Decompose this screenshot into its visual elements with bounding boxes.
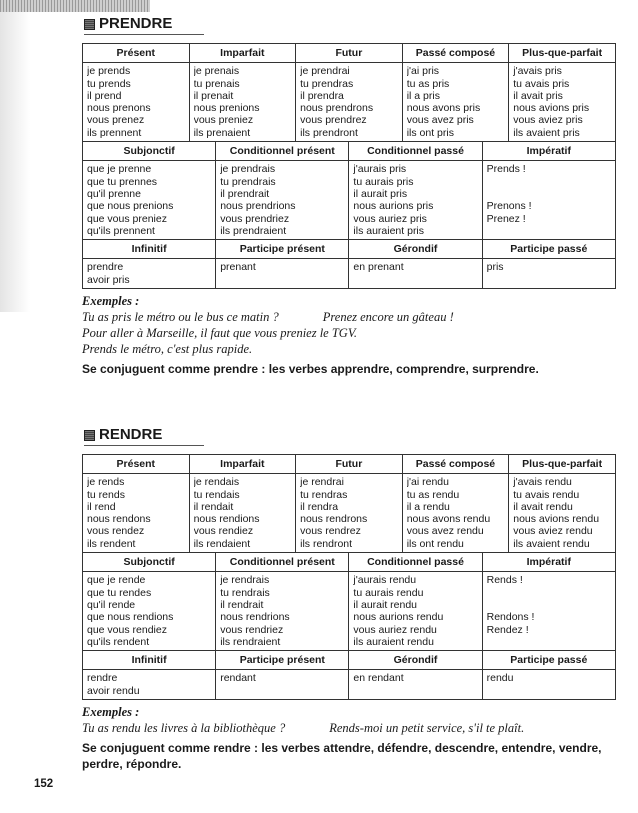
tense-header: Participe passé bbox=[482, 651, 615, 670]
example-line bbox=[82, 341, 616, 357]
tense-cell bbox=[296, 63, 403, 142]
conjugation-form bbox=[487, 225, 611, 237]
conjugation-form: rendre bbox=[87, 672, 118, 685]
example-sentence: Prenez encore un gâteau ! bbox=[322, 310, 454, 325]
conjugation-form: nous avions rendu bbox=[513, 513, 600, 526]
conjugation-form: il rendait bbox=[193, 500, 234, 513]
conjugation-form: vous aviez rendu bbox=[513, 525, 593, 538]
conjugation-form: nous rendrions bbox=[220, 611, 290, 624]
conjugation-form: tu prendrais bbox=[220, 175, 276, 188]
conjugation-form: ils prenaient bbox=[193, 126, 251, 139]
conjugation-form: que je prenne bbox=[87, 163, 152, 176]
tense-header: Subjonctif bbox=[83, 553, 216, 572]
conjugation-form: nous aurions rendu bbox=[353, 611, 444, 624]
conjugation-form: nous avons rendu bbox=[406, 513, 491, 526]
tense-cell bbox=[349, 161, 482, 240]
conjugation-form: il rendrait bbox=[220, 598, 264, 611]
conjugation-form: ils ont rendu bbox=[406, 537, 464, 550]
conjugation-form: tu prenais bbox=[193, 77, 240, 90]
tense-cell bbox=[509, 474, 616, 553]
example-sentence: Prends le métro, c'est plus rapide. bbox=[82, 342, 253, 357]
tense-header: Imparfait bbox=[189, 455, 296, 474]
conjugation-form: vous auriez pris bbox=[353, 212, 427, 225]
similar-verbs-note: Se conjuguent comme rendre : les verbes attendre, défendre, descendre, entendre, vendre, perdre, répondre. bbox=[82, 741, 602, 772]
conjugation-form: prendre bbox=[87, 261, 124, 274]
verb-section-prendre bbox=[82, 14, 616, 377]
tense-cell bbox=[83, 63, 190, 142]
conjugation-form: prenant bbox=[220, 261, 256, 274]
conjugation-form: il aurait pris bbox=[353, 187, 408, 200]
verb-title-text: RENDRE bbox=[99, 426, 163, 443]
tense-header: Présent bbox=[83, 455, 190, 474]
conjugation-form bbox=[487, 176, 611, 188]
conjugation-form: Prenons ! bbox=[486, 200, 532, 213]
conjugation-form: ils rendraient bbox=[220, 635, 281, 648]
conjugation-form: il a pris bbox=[406, 89, 440, 102]
tense-header: Futur bbox=[296, 44, 403, 63]
conjugation-form: ils ont pris bbox=[406, 126, 454, 139]
conjugation-form: ils rendaient bbox=[193, 537, 251, 550]
conjugation-form bbox=[487, 636, 611, 648]
conjugation-form: vous rendriez bbox=[220, 623, 284, 636]
example-sentence: Tu as rendu les livres à la bibliothèque ? bbox=[82, 721, 286, 736]
tense-header: Impératif bbox=[482, 142, 615, 161]
tense-header: Gérondif bbox=[349, 651, 482, 670]
conjugation-form: il rend bbox=[87, 500, 116, 513]
conjugation-table bbox=[82, 454, 616, 700]
tense-cell bbox=[83, 572, 216, 651]
conjugation-form: nous prendrions bbox=[220, 200, 296, 213]
conjugation-form: je prendrais bbox=[220, 163, 276, 176]
tense-header: Infinitif bbox=[83, 651, 216, 670]
conjugation-form: vous prendriez bbox=[220, 212, 290, 225]
examples-block bbox=[82, 293, 616, 357]
square-bullet-icon bbox=[84, 430, 95, 441]
conjugation-form: j'aurais rendu bbox=[353, 574, 417, 587]
conjugation-form: nous prenions bbox=[193, 102, 260, 115]
examples-heading: Exemples : bbox=[82, 705, 140, 720]
conjugation-form: tu prendras bbox=[300, 77, 354, 90]
conjugation-form: il avait pris bbox=[513, 89, 563, 102]
tense-cell bbox=[482, 161, 615, 240]
conjugation-form: ils prennent bbox=[87, 126, 142, 139]
conjugation-form: rendant bbox=[220, 672, 256, 685]
conjugation-form: en prenant bbox=[353, 261, 404, 274]
conjugation-form: nous rendons bbox=[87, 513, 151, 526]
similar-verbs-note: Se conjuguent comme prendre : les verbes apprendre, comprendre, surprendre. bbox=[82, 362, 539, 377]
tense-cell bbox=[402, 63, 509, 142]
conjugation-form: avoir pris bbox=[87, 273, 130, 286]
tense-cell bbox=[509, 63, 616, 142]
tense-cell bbox=[189, 63, 296, 142]
tense-cell bbox=[83, 161, 216, 240]
conjugation-form: tu as pris bbox=[406, 77, 450, 90]
conjugation-form: il prend bbox=[87, 89, 122, 102]
conjugation-form: Rends ! bbox=[486, 574, 523, 587]
tense-cell bbox=[482, 572, 615, 651]
tense-header: Présent bbox=[83, 44, 190, 63]
conjugation-form: vous rendiez bbox=[193, 525, 254, 538]
conjugation-form: je prends bbox=[87, 65, 131, 78]
conjugation-form: ils avaient pris bbox=[513, 126, 580, 139]
conjugation-form: vous avez rendu bbox=[406, 525, 484, 538]
conjugation-table bbox=[82, 43, 616, 289]
conjugation-form: il prendrait bbox=[220, 187, 270, 200]
conjugation-form: que tu rendes bbox=[87, 586, 152, 599]
conjugation-form: nous prendrons bbox=[300, 102, 374, 115]
verb-title-text: PRENDRE bbox=[99, 15, 173, 32]
conjugation-form: pris bbox=[486, 261, 504, 274]
example-line bbox=[82, 720, 616, 736]
conjugation-form: vous aviez pris bbox=[513, 114, 583, 127]
conjugation-form: vous auriez rendu bbox=[353, 623, 437, 636]
tense-header: Subjonctif bbox=[83, 142, 216, 161]
conjugation-form: tu rendais bbox=[193, 488, 240, 501]
conjugation-form: qu'il rende bbox=[87, 598, 136, 611]
tense-cell bbox=[349, 670, 482, 700]
conjugation-form: je rendais bbox=[193, 476, 240, 489]
conjugation-form: tu avais pris bbox=[513, 77, 570, 90]
conjugation-form: j'ai rendu bbox=[406, 476, 449, 489]
conjugation-form: je prendrai bbox=[300, 65, 350, 78]
example-line bbox=[82, 325, 616, 341]
tense-header: Plus-que-parfait bbox=[509, 44, 616, 63]
conjugation-form: ils auraient pris bbox=[353, 224, 425, 237]
conjugation-form: ils rendent bbox=[87, 537, 136, 550]
tense-header: Passé composé bbox=[402, 455, 509, 474]
conjugation-form: tu aurais pris bbox=[353, 175, 414, 188]
conjugation-form: nous avions pris bbox=[513, 102, 590, 115]
conjugation-form: Prends ! bbox=[486, 163, 526, 176]
page-number: 152 bbox=[34, 778, 54, 790]
conjugation-form: tu prends bbox=[87, 77, 131, 90]
example-sentence: Tu as pris le métro ou le bus ce matin ? bbox=[82, 310, 279, 325]
tense-header: Plus-que-parfait bbox=[509, 455, 616, 474]
conjugation-form: j'avais pris bbox=[513, 65, 562, 78]
verb-section-rendre bbox=[82, 425, 616, 772]
tense-header: Conditionnel présent bbox=[216, 142, 349, 161]
tense-cell bbox=[349, 259, 482, 289]
verb-title bbox=[84, 14, 204, 35]
conjugation-form: que nous rendions bbox=[87, 611, 174, 624]
conjugation-form bbox=[487, 587, 611, 599]
conjugation-form: en rendant bbox=[353, 672, 404, 685]
conjugation-form: tu avais rendu bbox=[513, 488, 580, 501]
tense-cell bbox=[216, 259, 349, 289]
tense-header: Conditionnel passé bbox=[349, 142, 482, 161]
conjugation-form: ils avaient rendu bbox=[513, 537, 590, 550]
conjugation-form: Rendez ! bbox=[486, 623, 529, 636]
conjugation-form: nous aurions pris bbox=[353, 200, 434, 213]
tense-cell bbox=[402, 474, 509, 553]
tense-header: Futur bbox=[296, 455, 403, 474]
tense-header: Impératif bbox=[482, 553, 615, 572]
conjugation-form: il prendra bbox=[300, 89, 344, 102]
tense-header: Imparfait bbox=[189, 44, 296, 63]
tense-cell bbox=[83, 259, 216, 289]
conjugation-form: tu rendras bbox=[300, 488, 348, 501]
tense-header: Participe passé bbox=[482, 240, 615, 259]
conjugation-form: Prenez ! bbox=[486, 212, 526, 225]
tense-cell bbox=[296, 474, 403, 553]
conjugation-form bbox=[487, 188, 611, 200]
conjugation-form: que tu prennes bbox=[87, 175, 158, 188]
conjugation-form: il prenait bbox=[193, 89, 234, 102]
conjugation-form: avoir rendu bbox=[87, 684, 140, 697]
conjugation-form: vous avez pris bbox=[406, 114, 474, 127]
tense-header: Infinitif bbox=[83, 240, 216, 259]
conjugation-form: il aurait rendu bbox=[353, 598, 418, 611]
tense-cell bbox=[216, 670, 349, 700]
conjugation-table-container bbox=[82, 43, 616, 289]
conjugation-form: je rendrais bbox=[220, 574, 270, 587]
conjugation-form: nous rendions bbox=[193, 513, 260, 526]
conjugation-form: il avait rendu bbox=[513, 500, 573, 513]
conjugation-form: Rendons ! bbox=[486, 611, 535, 624]
example-sentence: Rends-moi un petit service, s'il te plaît. bbox=[329, 721, 525, 736]
conjugation-form: j'aurais pris bbox=[353, 163, 407, 176]
scan-edge-shade bbox=[0, 12, 30, 312]
conjugation-form: qu'ils prennent bbox=[87, 224, 155, 237]
conjugation-form: que nous prenions bbox=[87, 200, 174, 213]
tense-header: Participe présent bbox=[216, 240, 349, 259]
tense-header: Conditionnel passé bbox=[349, 553, 482, 572]
examples-block bbox=[82, 704, 616, 736]
square-bullet-icon bbox=[84, 19, 95, 30]
tense-cell bbox=[482, 670, 615, 700]
conjugation-form bbox=[487, 599, 611, 611]
conjugation-form: ils prendront bbox=[300, 126, 358, 139]
conjugation-form: vous preniez bbox=[193, 114, 254, 127]
conjugation-form: je rendrai bbox=[300, 476, 344, 489]
conjugation-table-container bbox=[82, 454, 616, 700]
conjugation-form: il rendra bbox=[300, 500, 339, 513]
tense-cell bbox=[349, 572, 482, 651]
conjugation-form: qu'il prenne bbox=[87, 187, 141, 200]
conjugation-form: tu rendrais bbox=[220, 586, 270, 599]
conjugation-form: ils rendront bbox=[300, 537, 353, 550]
conjugation-form: j'avais rendu bbox=[513, 476, 572, 489]
conjugation-form: tu rends bbox=[87, 488, 125, 501]
conjugation-form: ils auraient rendu bbox=[353, 635, 434, 648]
example-line bbox=[82, 309, 616, 325]
example-sentence: Pour aller à Marseille, il faut que vous preniez le TGV. bbox=[82, 326, 357, 341]
conjugation-form: que vous preniez bbox=[87, 212, 167, 225]
conjugation-form: j'ai pris bbox=[406, 65, 440, 78]
conjugation-form: vous prenez bbox=[87, 114, 145, 127]
conjugation-form: tu aurais rendu bbox=[353, 586, 424, 599]
verb-title bbox=[84, 425, 204, 446]
conjugation-form: que vous rendiez bbox=[87, 623, 167, 636]
tense-cell bbox=[83, 670, 216, 700]
tense-cell bbox=[189, 474, 296, 553]
conjugation-form: je prenais bbox=[193, 65, 240, 78]
conjugation-form: nous rendrons bbox=[300, 513, 368, 526]
conjugation-form: qu'ils rendent bbox=[87, 635, 150, 648]
conjugation-form: nous avons pris bbox=[406, 102, 481, 115]
tense-header: Participe présent bbox=[216, 651, 349, 670]
scan-corner-mark bbox=[0, 0, 150, 12]
tense-cell bbox=[216, 572, 349, 651]
tense-cell bbox=[482, 259, 615, 289]
conjugation-form: vous rendez bbox=[87, 525, 145, 538]
tense-header: Conditionnel présent bbox=[216, 553, 349, 572]
conjugation-form: je rends bbox=[87, 476, 125, 489]
conjugation-form: tu as rendu bbox=[406, 488, 460, 501]
conjugation-form: vous prendrez bbox=[300, 114, 367, 127]
conjugation-form: vous rendrez bbox=[300, 525, 361, 538]
tense-cell bbox=[216, 161, 349, 240]
conjugation-form: nous prenons bbox=[87, 102, 151, 115]
tense-header: Gérondif bbox=[349, 240, 482, 259]
conjugation-form: ils prendraient bbox=[220, 224, 287, 237]
conjugation-form: il a rendu bbox=[406, 500, 450, 513]
conjugation-form: rendu bbox=[486, 672, 514, 685]
tense-header: Passé composé bbox=[402, 44, 509, 63]
examples-heading: Exemples : bbox=[82, 294, 140, 309]
tense-cell bbox=[83, 474, 190, 553]
conjugation-form: que je rende bbox=[87, 574, 146, 587]
